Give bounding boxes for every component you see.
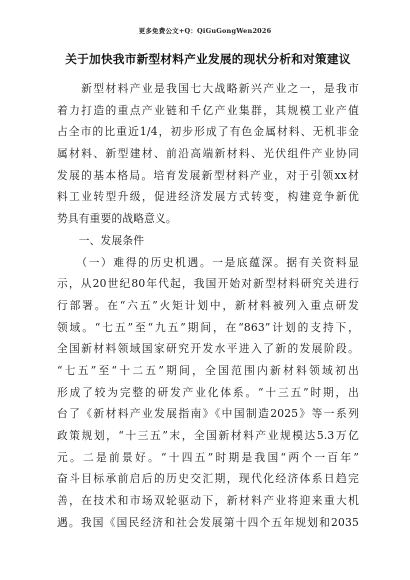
body-line: 势具有重要的战略意义。 [57, 212, 177, 226]
body-line: 形成了较为完整的研发产业化体系。“十三五”时期，出 [57, 385, 359, 399]
body-line: （一）难得的历史机遇。一是底蕴深。据有关资料显 [57, 255, 359, 269]
body-line: 料工业转型升级，促进经济发展方式转变，构建竞争新优 [57, 190, 359, 204]
body-line: 善，在技术和市场双轮驱动下，新材料产业将迎来重大机 [57, 494, 359, 508]
body-line: 奋斗目标承前启后的历史交汇期，现代化经济体系日趋完 [57, 472, 359, 486]
body-line: 发展的基本格局。培育发展新型材料产业，对于引领xx材 [57, 168, 359, 182]
body-line: 行部署。在“六五”火矩计划中，新材料被列入重点研发 [57, 298, 359, 312]
header-note: 更多免费公文+Q：QiGuGongWen2026 [138, 27, 272, 35]
body-line: 政策规划，“十三五”末，全国新材料产业规模达5.3万亿 [57, 429, 359, 442]
body-line: 占全市的比重近1/4，初步形成了有色金属材料、无机非金 [57, 125, 359, 139]
body-line: 新型材料产业是我国七大战略新兴产业之一，是我市 [57, 82, 359, 95]
body-line: 台了《新材料产业发展指南》《中国制造2025》等一系列 [57, 407, 359, 421]
body-line: 一、发展条件 [57, 233, 145, 247]
body-line: 着力打造的重点产业链和千亿产业集群，其规模工业产值 [57, 103, 359, 117]
body-line: 属材料、新型建材、前沿高端新材料、光伏组件产业协同 [57, 147, 359, 161]
body-line: 全国新材料领域国家研究开发水平进入了新的发展阶段。 [57, 342, 359, 356]
document-body [57, 78, 359, 533]
body-line: “七五”至“十二五”期间，全国范围内新材料领域初出 [57, 363, 359, 377]
body-line: 遇。我国《国民经济和社会发展第十四个五年规划和2035 [57, 515, 359, 529]
body-line: 元。二是前景好。“十四五”时期是我国“两个一百年” [57, 450, 359, 464]
body-line: 示，从20世纪80年代起，我国开始对新型材料研究关进行 [57, 277, 359, 291]
body-line: 领域。“七五”至“九五”期间，在“863”计划的支持下， [57, 320, 359, 334]
document-title: 关于加快我市新型材料产业发展的现状分析和对策建议 [65, 52, 351, 66]
